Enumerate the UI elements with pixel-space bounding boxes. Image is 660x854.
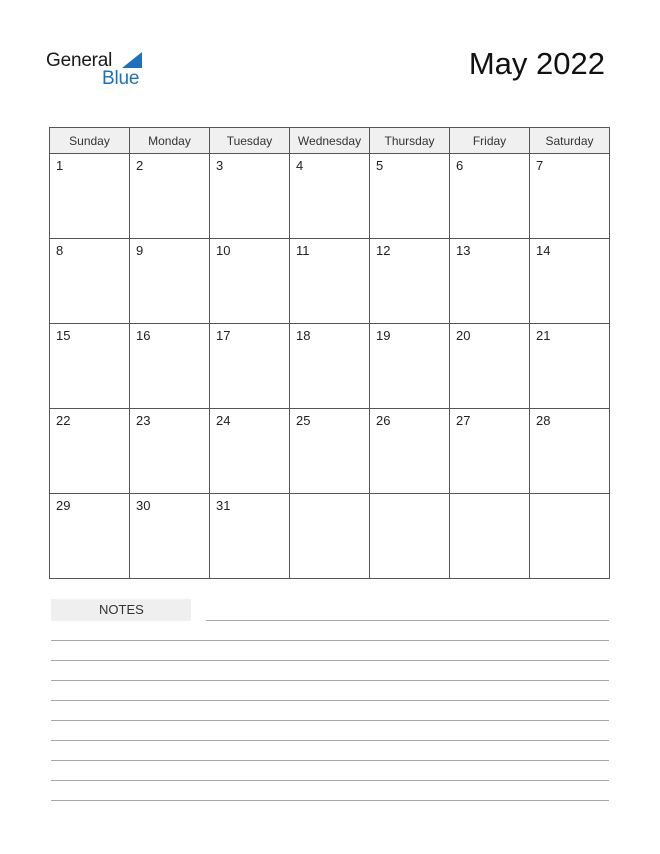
notes-line: [51, 720, 609, 721]
day-number: 9: [136, 243, 144, 258]
day-number: 12: [376, 243, 391, 258]
day-cell: [290, 324, 370, 409]
notes-label: NOTES: [51, 599, 191, 621]
weekday-header: Friday: [450, 128, 530, 154]
day-cell: [50, 324, 130, 409]
week-row: [50, 239, 610, 324]
page-title: May 2022: [468, 46, 605, 81]
weekday-header: Monday: [130, 128, 210, 154]
day-number: 25: [296, 413, 311, 428]
day-number: 17: [216, 328, 231, 343]
day-cell: [290, 494, 370, 579]
day-cell: [130, 239, 210, 324]
notes-line: [51, 680, 609, 681]
week-row: [50, 409, 610, 494]
weekday-header-row: [50, 128, 610, 154]
day-number: 23: [136, 413, 151, 428]
day-cell: [210, 494, 290, 579]
day-cell: [50, 494, 130, 579]
day-number: 7: [536, 158, 544, 173]
day-cell: [530, 239, 610, 324]
day-cell: [210, 409, 290, 494]
day-number: 5: [376, 158, 384, 173]
day-cell: [530, 154, 610, 239]
day-number: 19: [376, 328, 391, 343]
day-cell: [210, 324, 290, 409]
notes-line: [51, 760, 609, 761]
day-number: 24: [216, 413, 231, 428]
weekday-header: Saturday: [530, 128, 610, 154]
brand-logo: [46, 50, 156, 90]
notes-line: [51, 800, 609, 801]
day-number: [450, 494, 529, 498]
day-number: 3: [216, 158, 224, 173]
day-number: 26: [376, 413, 391, 428]
week-row: [50, 494, 610, 579]
day-number: 13: [456, 243, 471, 258]
day-number: 31: [216, 498, 231, 513]
day-cell: [50, 409, 130, 494]
day-cell: [130, 494, 210, 579]
day-number: 11: [296, 243, 310, 258]
day-number: 20: [456, 328, 471, 343]
day-number: 22: [56, 413, 71, 428]
week-row: [50, 324, 610, 409]
day-cell: [450, 154, 530, 239]
day-cell: [130, 324, 210, 409]
day-cell: [530, 409, 610, 494]
day-cell: [130, 409, 210, 494]
day-cell: [130, 154, 210, 239]
calendar-grid: [49, 127, 610, 579]
weekday-header: Wednesday: [290, 128, 370, 154]
notes-line: [51, 740, 609, 741]
weekday-header: Sunday: [50, 128, 130, 154]
day-number: 14: [536, 243, 551, 258]
day-number: 4: [296, 158, 304, 173]
day-cell: [370, 494, 450, 579]
day-number: 6: [456, 158, 464, 173]
logo-triangle-icon: [122, 52, 142, 68]
day-number: 30: [136, 498, 151, 513]
day-cell: [370, 324, 450, 409]
day-cell: [290, 239, 370, 324]
day-cell: [50, 239, 130, 324]
day-number: 1: [56, 158, 64, 173]
notes-line: [51, 780, 609, 781]
day-number: 10: [216, 243, 231, 258]
day-cell: [450, 324, 530, 409]
day-cell: [290, 154, 370, 239]
day-cell: [450, 409, 530, 494]
week-row: [50, 154, 610, 239]
day-cell: [370, 154, 450, 239]
day-cell: [530, 324, 610, 409]
notes-line: [51, 640, 609, 641]
day-number: 18: [296, 328, 311, 343]
day-cell: [370, 239, 450, 324]
day-number: 27: [456, 413, 471, 428]
day-number: 21: [536, 328, 551, 343]
day-number: 2: [136, 158, 144, 173]
day-number: 29: [56, 498, 71, 513]
day-cell: [210, 154, 290, 239]
day-cell: [530, 494, 610, 579]
day-number: [290, 494, 369, 498]
day-number: 8: [56, 243, 64, 258]
day-number: [530, 494, 609, 498]
day-cell: [290, 409, 370, 494]
day-number: 15: [56, 328, 71, 343]
day-cell: [210, 239, 290, 324]
weekday-header: Tuesday: [210, 128, 290, 154]
notes-line: [51, 660, 609, 661]
logo-text-general: General: [46, 50, 113, 71]
day-number: [370, 494, 449, 498]
notes-line: [206, 620, 609, 621]
day-cell: [450, 239, 530, 324]
day-cell: [50, 154, 130, 239]
day-cell: [450, 494, 530, 579]
day-number: 28: [536, 413, 551, 428]
notes-line: [51, 700, 609, 701]
day-number: 16: [136, 328, 151, 343]
weekday-header: Thursday: [370, 128, 450, 154]
day-cell: [370, 409, 450, 494]
logo-text-blue: Blue: [102, 68, 140, 89]
